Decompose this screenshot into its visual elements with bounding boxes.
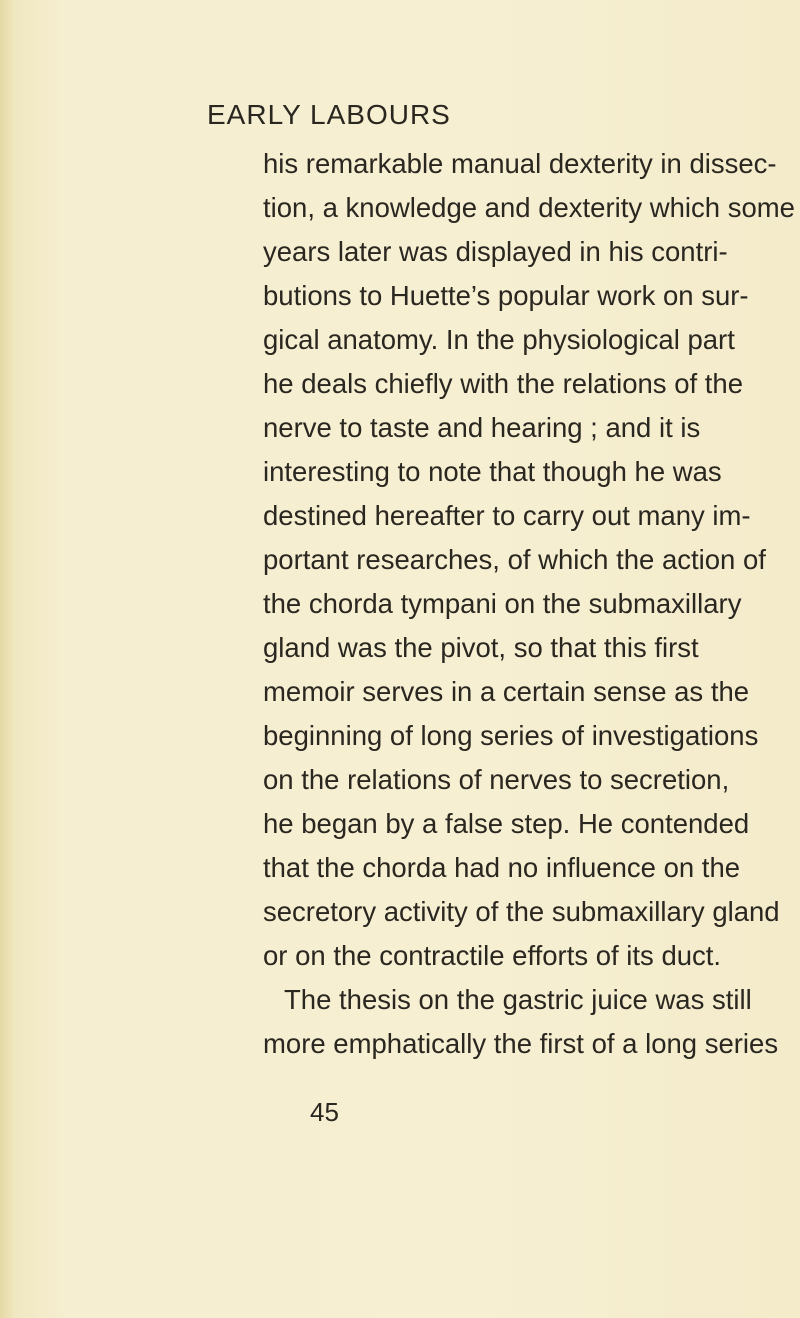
running-head: EARLY LABOURS xyxy=(207,99,451,130)
text-line: gical anatomy. In the physiological part xyxy=(263,324,735,355)
text-line: beginning of long series of investigations xyxy=(263,720,759,751)
text-line: portant researches, of which the action of xyxy=(263,544,766,575)
text-line: butions to Huette’s popular work on sur- xyxy=(263,280,749,311)
text-line: The thesis on the gastric juice was still xyxy=(284,984,752,1015)
text-line: destined hereafter to carry out many im- xyxy=(263,500,751,531)
text-line: more emphatically the first of a long series xyxy=(263,1028,779,1059)
page-gutter xyxy=(0,0,14,1318)
text-line: nerve to taste and hearing ; and it is xyxy=(263,412,701,443)
text-line: tion, a knowledge and dexterity which some xyxy=(263,192,795,223)
text-line: interesting to note that though he was xyxy=(263,456,722,487)
text-line: he deals chiefly with the relations of the xyxy=(263,368,744,399)
page-number: 45 xyxy=(310,1097,339,1127)
text-line: or on the contractile efforts of its duct. xyxy=(263,940,722,971)
text-line: that the chorda had no influence on the xyxy=(263,852,741,883)
text-line: secretory activity of the submaxillary gland xyxy=(263,896,780,927)
text-line: gland was the pivot, so that this first xyxy=(263,632,699,663)
text-line: he began by a false step. He contended xyxy=(263,808,750,839)
text-line: on the relations of nerves to secretion, xyxy=(263,764,730,795)
text-line: years later was displayed in his contri- xyxy=(263,236,728,267)
text-line: the chorda tympani on the submaxillary xyxy=(263,588,742,619)
text-line: his remarkable manual dexterity in dissec- xyxy=(263,148,777,179)
text-line: memoir serves in a certain sense as the xyxy=(263,676,750,707)
